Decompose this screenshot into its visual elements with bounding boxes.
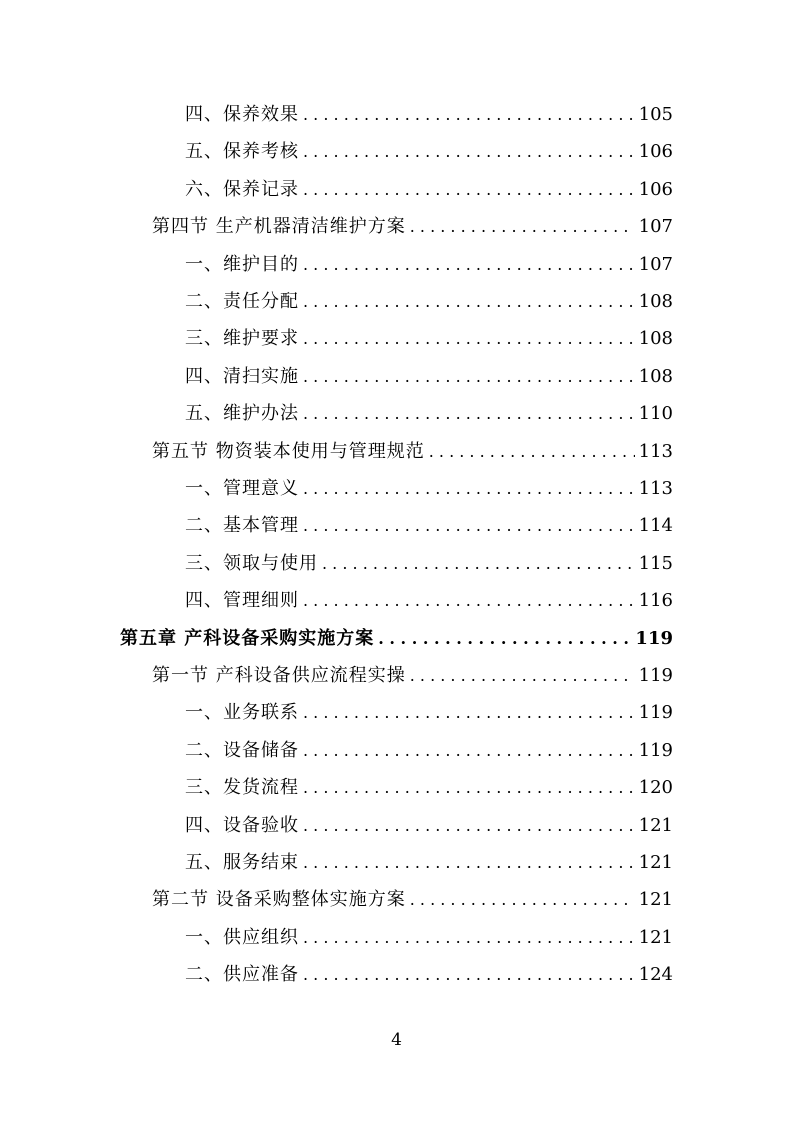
toc-entry[interactable] [185,811,673,841]
toc-entry-page: 121 [638,852,673,873]
toc-entry-title: 五、服务结束 [185,852,299,873]
toc-entry[interactable] [152,661,673,691]
toc-entry[interactable] [185,175,673,205]
toc-entry-page: 107 [638,216,673,238]
toc-entry[interactable] [152,212,673,242]
toc-entry-page: 121 [638,926,673,948]
toc-entry-title: 第五章 产科设备采购实施方案 [120,627,375,649]
toc-dot-leader [322,549,635,579]
toc-dot-leader [303,773,635,803]
toc-entry[interactable] [152,885,673,915]
toc-entry-title: 二、责任分配 [185,291,299,312]
toc-entry-title: 一、业务联系 [185,702,299,724]
toc-entry[interactable] [185,362,673,392]
toc-entry[interactable] [185,250,673,280]
toc-entry[interactable] [185,100,673,130]
toc-dot-leader [303,960,635,990]
toc-entry-page: 105 [638,104,673,125]
toc-entry-page: 120 [638,777,673,799]
toc-entry[interactable] [185,960,673,990]
toc-entry[interactable] [185,324,673,354]
toc-entry-page: 124 [638,964,673,986]
toc-dot-leader [303,175,635,205]
toc-entry-title: 五、维护办法 [185,403,299,425]
toc-entry-title: 一、供应组织 [185,926,299,948]
page-number: 4 [391,1030,402,1050]
toc-dot-leader [303,586,635,616]
toc-dot-leader [410,885,635,915]
toc-entry[interactable] [185,399,673,429]
toc-entry-page: 106 [638,178,673,200]
toc-entry-page: 113 [638,478,673,499]
toc-entry-title: 第五节 物资装本使用与管理规范 [152,440,425,462]
toc-dot-leader [410,661,635,691]
toc-entry[interactable] [152,437,673,467]
toc-entry-title: 第二节 设备采购整体实施方案 [152,889,406,911]
toc-entry-page: 108 [638,291,673,312]
toc-entry[interactable] [185,474,673,504]
toc-entry[interactable] [185,773,673,803]
toc-entry[interactable] [185,586,673,616]
toc-entry-title: 一、维护目的 [185,253,299,275]
toc-entry-title: 三、维护要求 [185,328,299,350]
toc-entry-page: 114 [638,515,673,537]
toc-entry[interactable] [185,736,673,766]
toc-entry-page: 119 [638,665,673,686]
toc-entry[interactable] [185,923,673,953]
toc-entry-page: 107 [638,253,673,275]
toc-entry[interactable] [185,511,673,541]
toc-entry-title: 四、设备验收 [185,814,299,836]
toc-entry-title: 四、管理细则 [185,590,299,612]
toc-entry-page: 119 [635,627,673,649]
toc-entry[interactable] [185,549,673,579]
toc-entry-page: 108 [638,365,673,387]
toc-entry-page: 116 [638,590,673,612]
toc-entry-page: 121 [638,889,673,911]
toc-dot-leader [303,362,635,392]
toc-entry-title: 三、发货流程 [185,777,299,799]
toc-entry-title: 五、保养考核 [185,141,299,163]
toc-dot-leader [303,287,635,317]
toc-dot-leader [303,698,635,728]
toc-entry[interactable] [185,698,673,728]
toc-entry-title: 四、清扫实施 [185,365,299,387]
toc-dot-leader [303,100,635,130]
toc-dot-leader [378,624,631,654]
toc-dot-leader [410,212,635,242]
toc-entry-page: 119 [638,739,673,761]
toc-entry[interactable] [185,287,673,317]
toc-entry[interactable] [120,624,673,654]
toc-dot-leader [303,474,635,504]
toc-entry[interactable] [185,848,673,878]
toc-entry-page: 108 [638,328,673,350]
toc-entry-page: 119 [638,702,673,724]
toc-dot-leader [303,923,635,953]
toc-entry-title: 二、设备储备 [185,739,299,761]
toc-entry-title: 三、领取与使用 [185,552,318,574]
toc-dot-leader [303,736,635,766]
toc-dot-leader [303,811,635,841]
toc-dot-leader [303,399,635,429]
toc-entry-page: 121 [638,814,673,836]
toc-dot-leader [303,137,635,167]
toc-entry-title: 第一节 产科设备供应流程实操 [152,665,406,686]
toc-entry-page: 106 [638,141,673,163]
toc-entry-title: 一、管理意义 [185,478,299,499]
toc-dot-leader [303,324,635,354]
toc-entry-page: 113 [638,440,673,462]
toc-dot-leader [303,848,635,878]
toc-entry-page: 110 [638,403,673,425]
toc-entry-title: 四、保养效果 [185,104,299,125]
toc-dot-leader [429,437,635,467]
toc-dot-leader [303,250,635,280]
toc-entry-title: 第四节 生产机器清洁维护方案 [152,216,406,238]
toc-entry-title: 二、供应准备 [185,964,299,986]
toc-entry-title: 六、保养记录 [185,178,299,200]
toc-entry-title: 二、基本管理 [185,515,299,537]
toc-entry[interactable] [185,137,673,167]
toc-entry-page: 115 [638,552,673,574]
toc-dot-leader [303,511,635,541]
